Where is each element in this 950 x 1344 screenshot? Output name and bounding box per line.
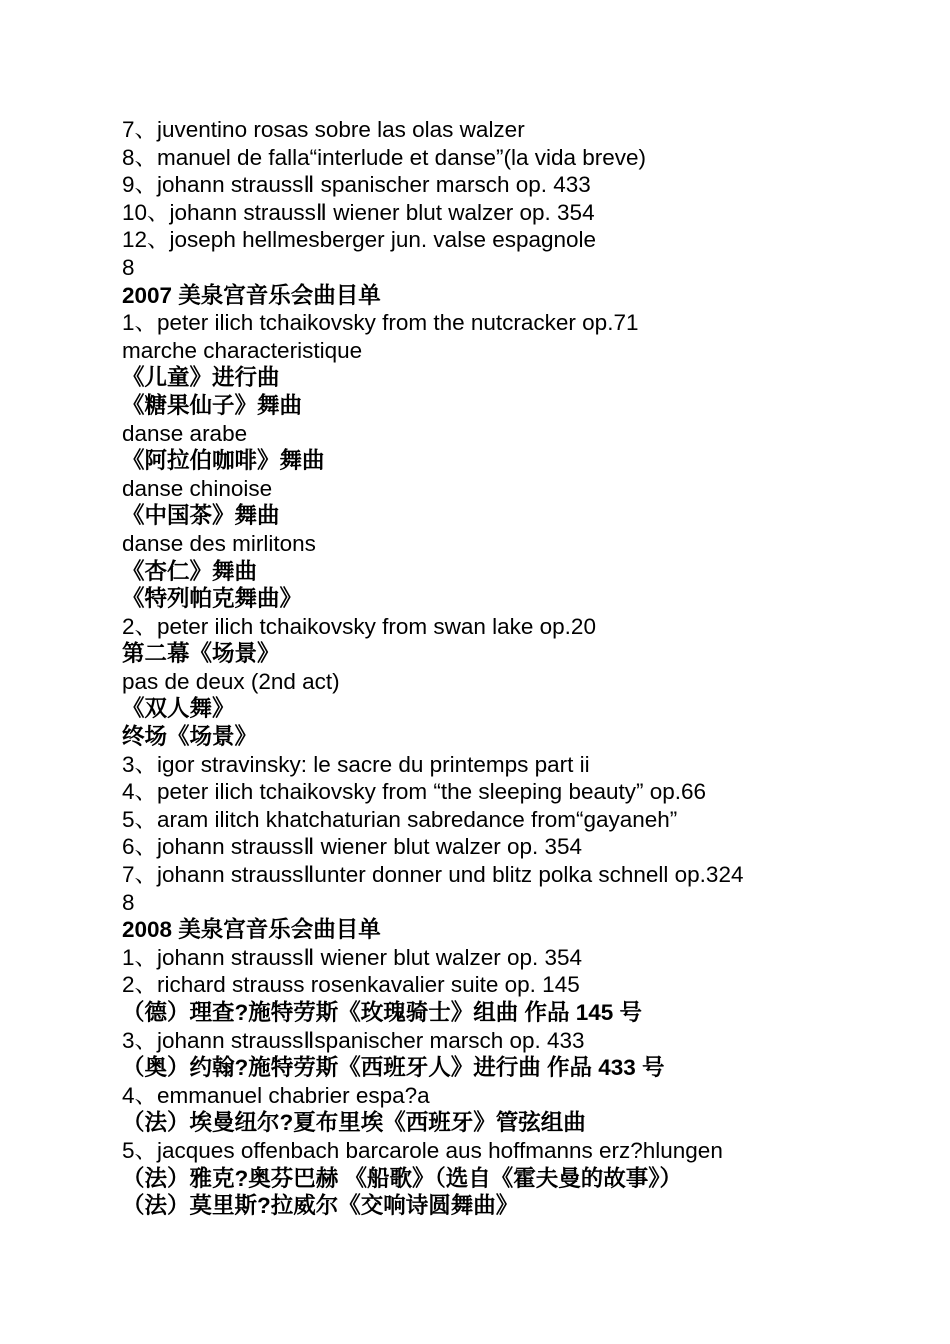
text-line: 10、johann straussⅡ wiener blut walzer op. 354 [122, 199, 595, 225]
heading-line: （奥）约翰?施特劳斯《西班牙人》进行曲 作品 433 号 [122, 1055, 665, 1081]
text-line: 6、johann straussⅡ wiener blut walzer op. 354 [122, 834, 583, 860]
heading-line: （法）埃曼纽尔?夏布里埃《西班牙》管弦组曲 [122, 1110, 586, 1136]
heading-line: （法）莫里斯?拉威尔《交响诗圆舞曲》 [122, 1193, 519, 1219]
text-line: 4、emmanuel chabrier espa?a [122, 1082, 430, 1108]
text-line: 1、johann straussⅡ wiener blut walzer op. 354 [122, 944, 583, 970]
text-line: 8 [122, 889, 135, 915]
text-line: danse des mirlitons [122, 530, 316, 556]
heading-line: 《中国茶》舞曲 [122, 503, 280, 529]
text-line: 8、manuel de falla“interlude et danse”(la vida breve) [122, 144, 647, 170]
text-line: 7、juventino rosas sobre las olas walzer [122, 117, 525, 142]
text-line: 5、jacques offenbach barcarole aus hoffmanns erz?hlungen [122, 1137, 723, 1163]
heading-line: 《特列帕克舞曲》 [122, 586, 303, 612]
text-line: 7、johann straussⅡunter donner und blitz polka schnell op.324 [122, 862, 744, 888]
document-page [122, 116, 922, 1220]
text-line: marche characteristique [122, 337, 363, 363]
heading-line: 《杏仁》舞曲 [122, 558, 258, 584]
heading-line: 《双人舞》 [122, 696, 235, 722]
heading-line: （法）雅克?奥芬巴赫 《船歌》（选自《霍夫曼的故事》） [122, 1165, 682, 1191]
heading-line: 第二幕《场景》 [122, 641, 280, 667]
text-line: 3、igor stravinsky: le sacre du printemps part ii [122, 751, 590, 777]
text-line: 4、peter ilich tchaikovsky from “the sleeping beauty” op.66 [122, 779, 707, 805]
text-line: 9、johann straussⅡ spanischer marsch op. 433 [122, 172, 591, 198]
text-line: danse arabe [122, 420, 248, 446]
text-line: 1、peter ilich tchaikovsky from the nutcracker op.71 [122, 310, 639, 336]
text-line: 3、johann straussⅡspanischer marsch op. 433 [122, 1027, 585, 1053]
text-line: 2、peter ilich tchaikovsky from swan lake op.20 [122, 613, 596, 639]
heading-line: （德）理查?施特劳斯《玫瑰骑士》组曲 作品 145 号 [122, 1000, 643, 1025]
heading-line: 《儿童》进行曲 [122, 365, 280, 391]
text-line: 12、joseph hellmesberger jun. valse espagnole [122, 227, 597, 253]
text-line: 2、richard strauss rosenkavalier suite op. 145 [122, 972, 580, 998]
text-line: pas de deux (2nd act) [122, 668, 340, 694]
text-line: 5、aram ilitch khatchaturian sabredance from“gayaneh” [122, 806, 678, 832]
heading-line: 《阿拉伯咖啡》舞曲 [122, 448, 325, 474]
heading-line: 终场《场景》 [122, 724, 258, 750]
heading-line: 2008 美泉宫音乐会曲目单 [122, 917, 381, 943]
text-line: danse chinoise [122, 475, 273, 501]
heading-line: 2007 美泉宫音乐会曲目单 [122, 282, 381, 308]
heading-line: 《糖果仙子》舞曲 [122, 392, 303, 418]
text-line: 8 [122, 254, 135, 280]
